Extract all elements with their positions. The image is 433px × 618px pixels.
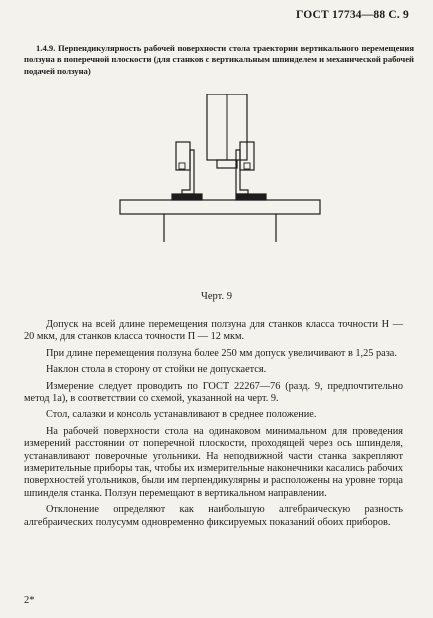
measurement-diagram xyxy=(90,94,350,294)
paragraph: Наклон стола в сторону от стойки не допускается. xyxy=(46,364,267,376)
paragraph: Стол, салазки и консоль устанавливают в среднее положение. xyxy=(46,409,317,421)
body-text xyxy=(24,319,403,533)
paragraph: На рабочей поверхности стола на одинаковом минимальном для проведения измерений расстоянии от поперечной плоскости, проходящей через ось шпинделя, устанавливают поверочные угольники. На неподвижной части станка закрепляют измерительные приборы так, чтобы их измерительные наконечники касались рабочих поверхностей угольников, были им перпендикулярны и расположены на уровне торца шпинделя станка. Ползун перемещают в вертикальном направлении. xyxy=(24,425,403,499)
machine-table xyxy=(120,200,320,214)
running-header: ГОСТ 17734—88 С. 9 xyxy=(296,9,409,21)
paragraph: Измерение следует проводить по ГОСТ 22267—76 (разд. 9, предпочтительно метод 1а), в соответствии со схемой, указанной на черт. 9. xyxy=(24,380,403,405)
paragraph: При длине перемещения ползуна более 250 мм допуск увеличивают в 1,25 раза. xyxy=(46,347,397,359)
page-folio: 2* xyxy=(24,595,35,606)
paragraph: Отклонение определяют как наибольшую алгебраическую разность алгебраических полусумм одновременно фиксируемых показаний обоих приборов. xyxy=(24,504,403,528)
square-right xyxy=(236,150,248,194)
paragraph: Допуск на всей длине перемещения ползуна для станков класса точности Н — 20 мкм, для станков класса точности П — 12 мкм. xyxy=(24,319,403,343)
indicator-left xyxy=(176,142,190,170)
figure-caption: Черт. 9 xyxy=(201,291,232,302)
square-left xyxy=(182,150,194,194)
spindle-nose xyxy=(217,160,237,168)
section-heading: 1.4.9. Перпендикулярность рабочей поверхности стола траектории вертикального перемещения ползуна в поперечной плоскости (для станков с вертикальным шпинделем и механической рабочей подачей ползуна) xyxy=(24,43,414,76)
